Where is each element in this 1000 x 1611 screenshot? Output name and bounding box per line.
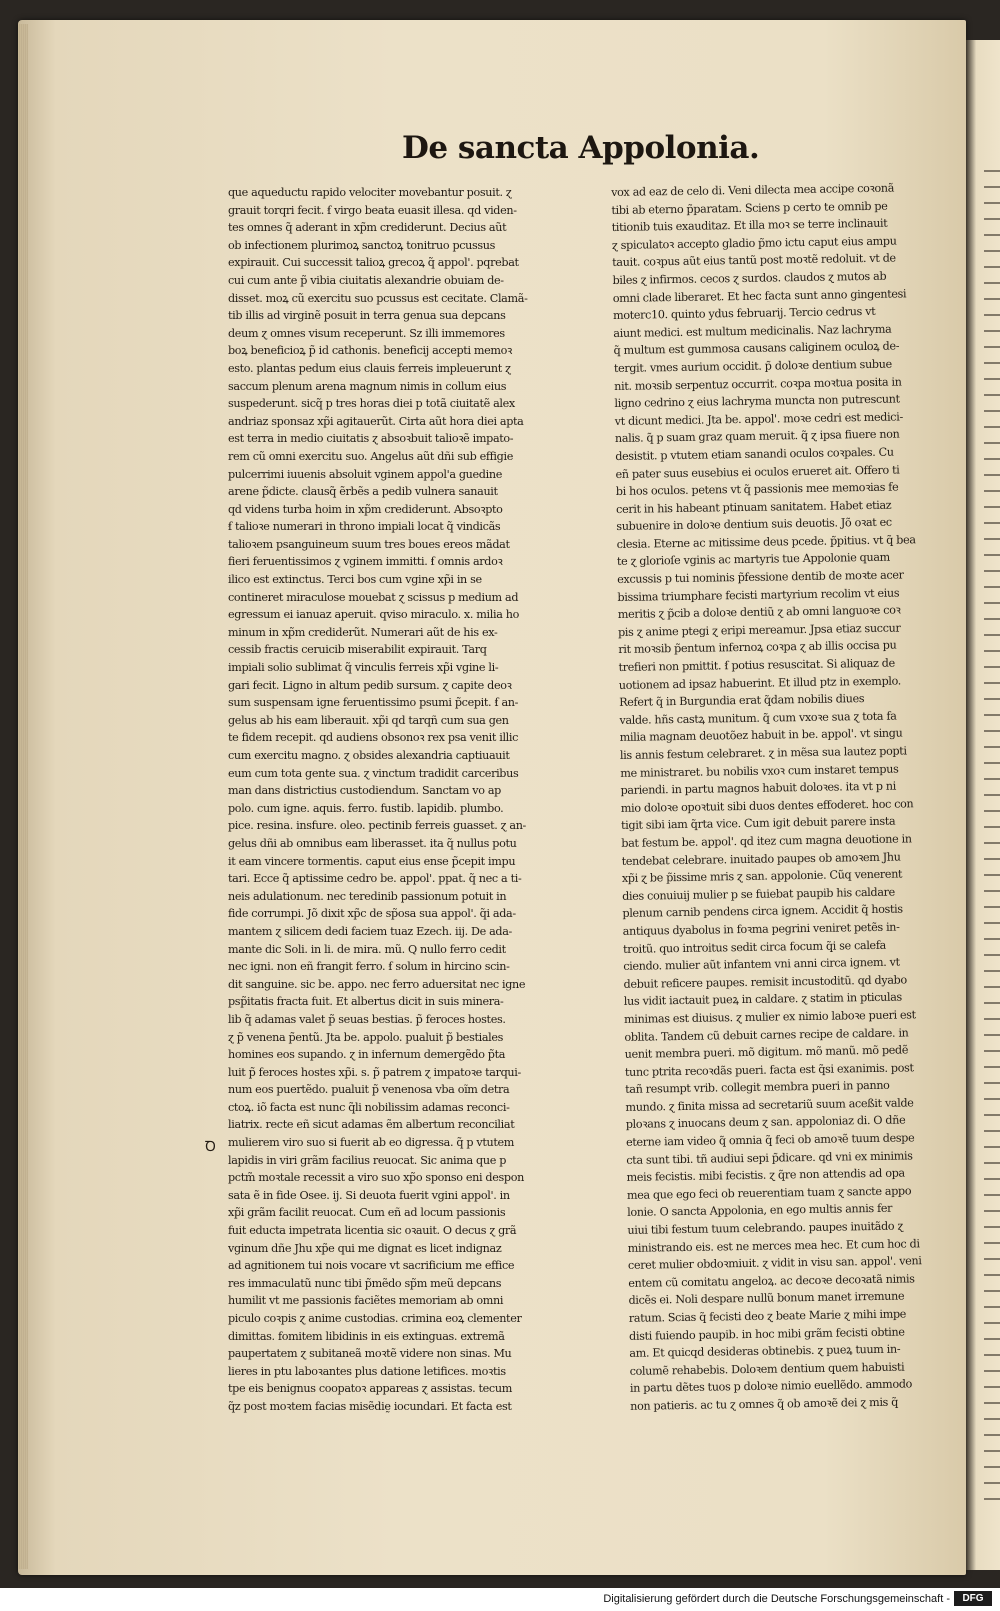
text-line: tañ resumpt vrib. collegit membra pueri in panno <box>625 1079 890 1097</box>
text-line: ceret mulier obdoꝛmiuit. ɀ vidit in visu san. appol'. veni <box>627 1254 922 1273</box>
text-line: desistit. p vtutem etiam sanandi oculos coꝛpales. Cu <box>615 445 894 463</box>
text-line: tib illis ad virginẽ posuit in terra genua sua depcans <box>228 309 506 323</box>
text-line: mea que ego feci ob reuerentiam tuam ɀ sancte appo <box>626 1184 912 1202</box>
text-line: talioꝛem psanguineum suum tres boues ereos mãdat <box>228 537 510 551</box>
text-line: impiali solio sublimat q̃ vinculis ferreis xp̃i vgine li- <box>228 661 499 675</box>
text-line: clesia. Eterne ac mitissime deus pcede. p̃pitius. vt q̃ bea <box>616 533 916 551</box>
text-line: luit p̃ feroces hostes xp̃i. s. p̃ patrem ɀ impatoꝛe tarqui- <box>228 1065 521 1079</box>
text-line: am. Et quicqd desideras obtinebis. ɀ pueꝝ tuum in- <box>629 1342 901 1361</box>
text-line: gelus ab his eam liberauit. xp̃i qd tarqñ cum sua gen <box>228 713 509 727</box>
text-line: lapidis in viri grãm facilius reuocat. Sic anima que p <box>228 1153 507 1167</box>
text-line: qd videns turba hoim in xp̃m crediderunt. Absoꝛpto <box>228 502 503 516</box>
text-line: xp̃i ɀ be p̃issime mris ɀ san. appolonie. Cũq venerent <box>621 867 903 886</box>
text-line: saccum plenum arena magnum nimis in collum eius <box>228 379 507 393</box>
text-line: pulcerrimi iuuenis absoluit vginem appol'a guedine <box>228 467 502 481</box>
text-line: bat festum be. appol'. qd itez cum magna deuotione in <box>621 832 912 850</box>
text-line: te fidem recepit. qd audiens obsonoꝛ rex psa venit illic <box>228 731 519 745</box>
text-line: tergit. vmes aurium occidit. p̃ doloꝛe dentium subue <box>613 357 892 375</box>
text-line: Refert q̃ in Burgundia erat q̃dam nobilis diues <box>619 692 865 710</box>
text-line: vox ad eaz de celo di. Veni dilecta mea accipe coꝛonã <box>611 181 895 199</box>
text-line: disset. moꝝ cũ exercitu suo pcussus est cecitate. Clamã- <box>228 291 528 305</box>
text-line: ligno cedrino ɀ eius lachryma muncta non putrescunt <box>614 392 900 411</box>
text-line: plenum carnib pendens circa ignem. Accidit q̃ hostis <box>622 902 903 921</box>
text-line: humilit vt me passionis faciẽtes memoriam ab omni <box>228 1294 504 1308</box>
text-line: paupertatem ɀ subitaneã moꝛtẽ videre non sinas. Mu <box>228 1347 512 1361</box>
text-line: ad agnitionem tui nois vocare vt sacrificium me effice <box>228 1259 515 1273</box>
text-line: ob infectionem plurimoꝝ sanctoꝝ tonitruo pcussus <box>228 238 496 252</box>
text-line: nit. moꝛsib serpentuz occurrit. coꝛpa moꝛtua posita in <box>614 374 902 393</box>
text-line: est terra in medio ciuitatis ɀ absoꝛbuit talioꝛẽ impato- <box>228 432 514 446</box>
text-line: contineret miraculose mouebat ɀ scissus p medium ad <box>228 590 519 604</box>
text-line: uotionem ad ipsaz habuerint. Et illud ptz in exemplo. <box>618 674 902 692</box>
text-line: man dans districtius custodiendum. Sanctam vo ap <box>228 784 501 798</box>
text-line: cum exercitu magno. ɀ obsides alexandria captiuauit <box>228 749 510 762</box>
text-line: oblita. Tandem cũ debuit carnes recipe de caldare. in <box>624 1025 909 1044</box>
text-line: pis ɀ anime ptegi ɀ eripi mereamur. Jpsa etiaz succur <box>617 621 901 639</box>
text-line: lib q̃ adamas valet p̃ seuas bestias. p̃ feroces hostes. <box>228 1012 506 1026</box>
text-line: non patieris. ac tu ɀ omnes q̃ ob amoꝛẽ dei ɀ mis q̃ <box>630 1395 899 1413</box>
text-line: q̃ multum est gummosa causans caliginem oculoꝝ de- <box>613 339 900 358</box>
text-line: grauit torqri fecit. ẜ virgo beata euasit illesa. qd viden- <box>228 203 517 217</box>
text-line: andriaz sponsaz xp̃i agitauerũt. Cirta aũt hora diei apta <box>228 414 524 428</box>
text-line: mante dic Soli. in li. de mira. mũ. Q nullo ferro cedit <box>228 942 506 956</box>
text-line: num eos puertẽdo. pualuit p̃ venenosa vba oĩm detra <box>228 1083 510 1097</box>
text-line: ẜ talioꝛe numerari in throno impiali locat q̃ vindicãs <box>228 520 501 534</box>
text-line: liatrix. recte eñ sicut adamas ẽm albertum reconciliat <box>228 1118 515 1132</box>
text-line: ɀ spiculatoꝛ accepto gladio p̃mo ictu caput eius ampu <box>611 234 897 252</box>
text-line: vt dicunt medici. Jta be. appol'. moꝛe cedri est medici- <box>614 410 903 428</box>
dfg-logo: DFG <box>954 1591 992 1606</box>
text-line: xp̃i grãm facilit reuocat. Cum eñ ad locum passionis <box>228 1206 506 1220</box>
text-line: cerit in his habeant ptinuam sanitatem. Habet etiaz <box>616 498 892 516</box>
text-line: it eam vincere tormentis. caput eius ense p̃cepit impu <box>228 854 516 868</box>
text-line: uenit membra pueri. mõ digitum. mõ manũ. mõ pedẽ <box>624 1043 909 1061</box>
text-line: homines eos supando. ɀ in infernum demergẽdo p̃ta <box>228 1048 506 1062</box>
text-line: excussis p tui nominis p̃fessione dentib de moꝛte acer <box>617 568 904 587</box>
text-line: tauit. coꝛpus aũt eius tantũ post moꝛtẽ redoluit. vt de <box>612 251 896 270</box>
text-line: debuit reficere paupes. remisit incustoditũ. qd dyabo <box>623 973 907 991</box>
text-line: fide corrumpi. Jõ dixit xp̃c de sp̃osa sua appol'. q̃i ada- <box>228 907 516 921</box>
text-line: esto. plantas pedum eius clauis ferreis impleuerunt ɀ <box>228 361 511 375</box>
text-line: mio doloꝛe opoꝛtuit sibi duos dentes effoderet. hoc con <box>620 797 914 815</box>
page-title: De sancta Appolonia. <box>402 130 760 166</box>
text-line: dies conuiuij mulier p se fuiebat paupib his caldare <box>622 885 895 903</box>
text-line: eterne iam video q̃ omnia q̃ feci ob amoꝛẽ tuum despe <box>625 1131 915 1149</box>
text-line: gari fecit. Ligno in altum pedib sursum. ɀ capite deoꝛ <box>228 678 512 692</box>
text-line: trefieri non pmittit. ẜ potius resuscitat. Si aliquaz de <box>618 656 895 674</box>
text-line: mundo. ɀ finita missa ad secretariũ suum aceßit valde <box>625 1096 914 1114</box>
text-line: minimas est diuisus. ɀ mulier ex nimio laboꝛe pueri est <box>624 1008 916 1026</box>
text-line: bi hos oculos. petens vt q̃ passionis mee memoꝛias fe <box>615 480 899 499</box>
text-line: te ɀ glorioſe vginis ac martyris tue Appolonie quam <box>616 551 890 569</box>
text-line: omni clade liberaret. Et hec facta sunt anno gingentesi <box>612 286 907 305</box>
text-line: ɀ p̃ venena p̃entũ. Jta be. appolo. pualuit p̃ bestiales <box>228 1030 504 1044</box>
text-line: tibi ab eterno p̃paratam. Sciens p certo te omnib pe <box>611 199 888 217</box>
text-line: ploꝛans ɀ inuocans deum ɀ san. appoloniaz di. O dñe <box>625 1113 906 1132</box>
text-line: eum cum tota gente sua. ɀ vinctum tradidit carceribus <box>228 766 519 780</box>
text-line: dicẽs ei. Noli despare nullũ bonum manet irremune <box>628 1289 905 1308</box>
text-line: minum in xp̃m crediderũt. Numerari aũt de his ex- <box>228 625 498 639</box>
text-line: mulierem viro suo si fuerit ab eo digressa. q̃ p vtutem <box>228 1136 515 1150</box>
text-line: dimittas. fomitem libidinis in eis extinguas. extremã <box>228 1329 505 1343</box>
text-line: suspederunt. sicq̃ p tres horas diei p totã ciuitatẽ alex <box>228 397 515 411</box>
text-line: piculo coꝛpis ɀ anime custodias. crimina eoꝝ clementer <box>228 1312 522 1325</box>
text-line: nec igni. non eñ frangit ferro. ẜ solum in hircino scin- <box>228 960 510 974</box>
text-line: ministrando eis. est ne merces mea hec. Et cum hoc di <box>627 1236 920 1255</box>
margin-hand-mark: Ꝺ <box>205 1139 216 1155</box>
text-line: vginum dñe Jhu xp̃e qui me dignat es licet indignaz <box>228 1241 502 1255</box>
text-line: entem cũ comitatu angeloꝝ. ac decoꝛe decoꝛatã nimis <box>628 1272 915 1290</box>
text-line: sum suspensam igne feruentissimo psumi p̃cepit. ẜ an- <box>228 696 519 710</box>
text-line: meritis ɀ p̃cib a doloꝛe dentiũ ɀ ab omni languoꝛe coꝛ <box>617 603 901 622</box>
text-line: tunc ptrita recoꝛdãs pueri. facta est q̃si exanimis. post <box>624 1061 914 1079</box>
text-line: ilico est extinctus. Terci bos cum vgine xp̃i in se <box>228 573 482 587</box>
text-line: tpe eis benignus coopatoꝛ appareas ɀ assistas. tecum <box>228 1382 512 1396</box>
page-edges <box>18 24 28 1569</box>
text-line: tendebat celebrare. inuitado paupes ob amoꝛem Jhu <box>621 850 901 868</box>
right-text-column <box>611 178 986 1415</box>
text-line: eñ pater suus eusebius ei oculos erueret ait. Offero ti <box>615 463 900 481</box>
text-line: cui cum ante p̃ vibia ciuitatis alexandrie obuiam de- <box>228 273 504 287</box>
text-line: pctm̃ moꝛtale recessit a viro suo xp̃o sponso eni despon <box>228 1171 524 1185</box>
text-line: cessib fractis ceruicib miserabilit expirauit. Tarq <box>228 643 487 657</box>
text-line: antiquus dyabolus in foꝛma pegrini veniret petẽs in- <box>622 920 900 938</box>
text-line: ciendo. mulier aũt infantem vni anni circa ignem. vt <box>623 955 900 974</box>
text-line: tari. Ecce q̃ aptissime cedro be. appol'. ppat. q̃ nec a ti- <box>228 872 522 886</box>
facing-page-text <box>984 170 1000 1500</box>
text-line: neis adulationum. nec teredinib passionum potuit in <box>228 889 507 903</box>
text-line: rit moꝛsib p̃entum infernoꝝ coꝛpa ɀ ab illis occisa pu <box>618 639 897 657</box>
text-line: disti fuiendo paupib. in hoc mibi grãm fecisti obtine <box>628 1325 905 1343</box>
text-line: me ministraret. bu nobilis vxoꝛ cum instaret tempus <box>620 762 899 780</box>
text-line: lis annis festum celebraret. ɀ in mẽsa sua lautez popti <box>619 744 907 762</box>
text-line: lonie. O sancta Appolonia, en ego multis annis fer <box>627 1202 893 1220</box>
text-line: lieres in ptu laboꝛantes plus datione letifices. moꝛtis <box>228 1364 506 1378</box>
text-line: fuit educta impetrata licentia sic oꝛauit. O decus ɀ grã <box>228 1224 517 1238</box>
text-line: tigit sibi iam q̃rta vice. Cum igit debuit parere insta <box>620 814 896 833</box>
text-line: troitũ. quo introitus sedit circa focum q̃i se calefa <box>622 938 886 956</box>
text-line: dit sanguine. sic be. appo. nec ferro aduersitat nec igne <box>228 977 526 991</box>
text-line: mantem ɀ silicem dedi faciem tuaz Ezech. iij. De ada- <box>228 924 512 938</box>
text-line: milia magnam deuotõez habuit in be. appol'. vt singu <box>619 726 903 745</box>
text-line: arene p̃dicte. clausq̃ ẽrbẽs a pedib vulnera sanauit <box>228 485 498 499</box>
text-line: rem cũ omni exercitu suo. Angelus aũt dñi sub effigie <box>228 449 513 463</box>
text-line: q̃z post moꝛtem facias misẽdiḛ iocundari. Et facta est <box>228 1399 512 1413</box>
left-text-column <box>228 184 580 1416</box>
text-line: pice. resina. insfure. oleo. pectinib ferreis guasset. ɀ an- <box>228 819 526 833</box>
text-line: bissima triumphare fecisti martyrium recolim vt eius <box>617 586 900 604</box>
text-line: valde. hñs castꝝ munitum. q̃ cum vxoꝛe sua ɀ tota fa <box>619 709 897 727</box>
text-line: ratum. Scias q̃ fecisti deo ɀ beate Marie ɀ mihi impe <box>628 1307 907 1325</box>
text-line: titionib tuis exauditaz. Et illa moꝛ se terre inclinauit <box>611 216 888 235</box>
text-line: egressum ei ianuaz aperuit. qviso miraculo. x. milia ho <box>228 608 520 622</box>
text-line: tes omnes q̃ aderant in xp̃m crediderunt. Decius aũt <box>228 221 507 235</box>
text-line: uiui tibi festum tuum celebrando. paupes inuitãdo ɀ <box>627 1219 904 1237</box>
text-line: boꝝ beneficioꝝ p̃ id cathonis. beneficij accepti memoꝛ <box>228 344 513 358</box>
text-line: in partu dẽtes tuos p doloꝛe nimio euellẽdo. ammodo <box>629 1377 913 1396</box>
text-line: gelus dñi ab omnibus eam liberasset. ita q̃ nullus potu <box>228 836 517 850</box>
text-line: fieri feruentissimos ɀ vginem immitti. ẜ omnis ardoꝛ <box>228 555 503 569</box>
text-line: psp̃itatis fracta fuit. Et albertus dicit in suis minera- <box>228 995 504 1009</box>
text-line: deum ɀ omnes visum receperunt. Sz illi immemores <box>228 326 505 340</box>
text-line: nalis. q̃ p suam graz quam meruit. q̃ ɀ ipsa fiuere non <box>614 427 900 446</box>
text-line: expirauit. Cui successit talioꝝ grecoꝝ q̃ appol'. pqrebat <box>228 256 519 270</box>
text-line: aiunt medici. est multum medicinalis. Naz lachryma <box>613 322 892 340</box>
text-line: res immaculatũ nunc tibi p̃mẽdo sp̃m meũ depcans <box>228 1276 502 1290</box>
text-line: meis fecistis. mibi fecistis. ɀ q̃re non attendis ad opa <box>626 1166 905 1185</box>
text-line: subuenire in doloꝛe dentium suis deuotis. Jõ oꝛat ec <box>616 515 892 534</box>
text-line: biles ɀ infirmos. cecos ɀ surdos. claudos ɀ mutos ab <box>612 269 887 287</box>
text-line: cta sunt tibi. tñ audiui sepi p̃dicare. qd vni ex minimis <box>626 1149 913 1167</box>
text-line: que aqueductu rapido velociter movebantur posuit. ɀ <box>228 186 512 199</box>
footer-credit: Digitalisierung gefördert durch die Deutsche Forschungsgemeinschaft - <box>603 1593 950 1605</box>
text-line: columẽ rehabebis. Doloꝛem dentium quem habuisti <box>629 1360 905 1378</box>
text-line: sata ẽ in fide Osee. ij. Si deuota fuerit vgini appol'. in <box>228 1188 510 1202</box>
text-line: lus vidit iactauit pueꝝ in caldare. ɀ statim in pticulas <box>623 990 903 1009</box>
text-line: pariendi. in partu magnos habuit doloꝛes. ita vt p ni <box>620 779 896 798</box>
text-line: polo. cum igne. aquis. ferro. fustib. lapidib. plumbo. <box>228 801 504 815</box>
text-line: moterc10. quinto ydus februarij. Tercio cedrus vt <box>612 305 876 323</box>
text-line: ctoꝝ. iõ facta est nunc q̃li nobilissim adamas reconci- <box>228 1100 510 1114</box>
